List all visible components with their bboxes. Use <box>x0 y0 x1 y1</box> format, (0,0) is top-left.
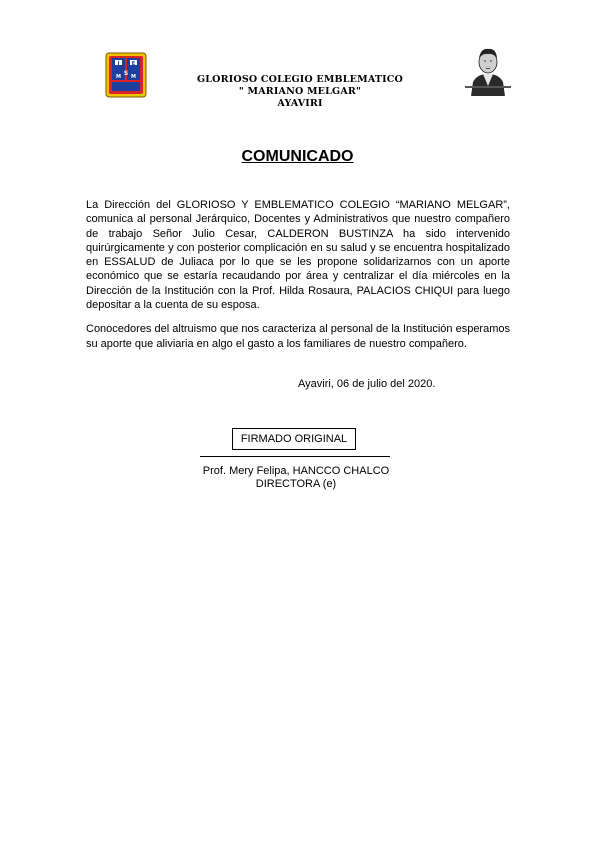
school-name-line1: GLORIOSO COLEGIO EMBLEMATICO <box>196 74 404 85</box>
portrait-icon <box>465 44 511 96</box>
school-name-line2: " MARIANO MELGAR" <box>238 86 362 97</box>
svg-text:S: S <box>123 70 129 77</box>
signatory-name: Prof. Mery Felipa, HANCCO CHALCO <box>202 465 390 477</box>
svg-text:I: I <box>117 61 120 67</box>
paragraph: La Dirección del GLORIOSO Y EMBLEMATICO COLEGIO “MARIANO MELGAR”, comunica al personal Jerárquico, Docentes y Administrativos que nuestro compañero de trabajo Señor Julio Cesar, CALDERON BUSTINZA ha sido intervenido quirúrgicamente y con posterior complicación en su salud y se encuentra hospitalizado en ESSALUD de Juliaca por lo que se les propone solidarizarnos con un aporte económico que se estaría recaudando por área y centralizar el día miércoles en la Dirección de la Institución con la Prof. Hilda Rosaura, PALACIOS CHIQUI para luego depositar a la cuenta de su esposa. <box>86 199 510 312</box>
school-shield-logo <box>105 52 147 98</box>
document-date: Ayaviri, 06 de julio del 2020. <box>298 378 436 390</box>
signatory-role: DIRECTORA (e) <box>255 478 337 490</box>
letterhead <box>0 0 595 130</box>
document-title: COMUNICADO <box>241 148 354 165</box>
svg-text:E: E <box>131 61 136 67</box>
school-city: AYAVIRI <box>277 98 323 109</box>
signatory-block <box>190 465 402 491</box>
signature-stamp: FIRMADO ORIGINAL <box>232 428 356 450</box>
svg-text:M: M <box>116 74 121 80</box>
school-name <box>160 74 440 110</box>
signature-line <box>200 456 390 457</box>
paragraph: Conocedores del altruismo que nos caracteriza al personal de la Institución esperamos su aporte que aliviaria en algo el gasto a los familiares de nuestro compañero. <box>86 323 510 350</box>
svg-text:M: M <box>131 74 136 80</box>
document-body <box>86 198 510 361</box>
